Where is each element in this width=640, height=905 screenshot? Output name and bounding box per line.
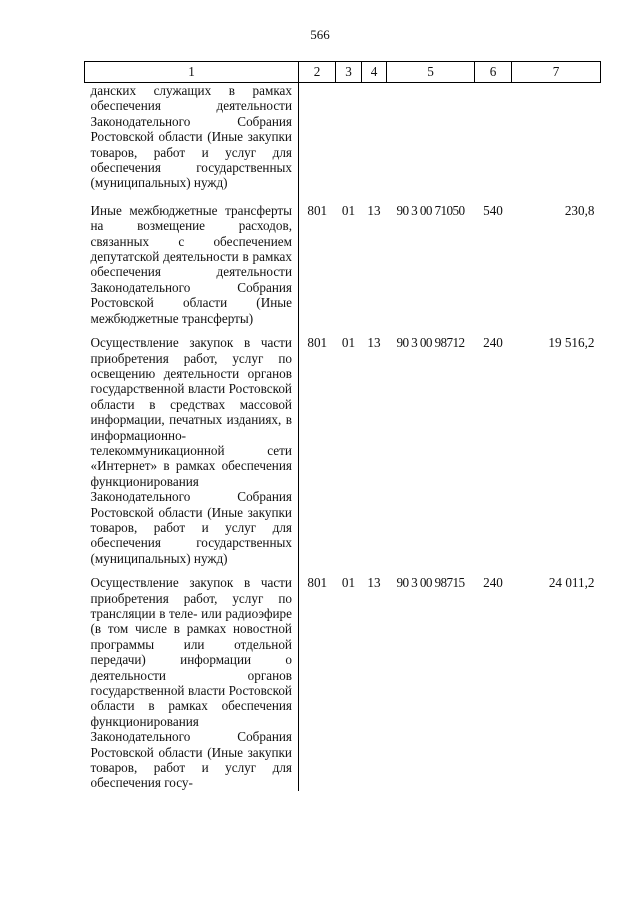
- row-vr: 540: [483, 202, 503, 218]
- row-csr: [387, 83, 475, 203]
- table-row: [85, 335, 601, 575]
- row-ved: 801: [307, 575, 328, 591]
- table-body: [85, 83, 601, 791]
- row-description: Осуществление закупок в части приобретения работ, услуг по освещению деятельности органов государственной власти Ростовской области в средствах массовой информации, печатных изданиях, в информационно-телекоммуникационной сети «Интернет» в рамках обеспечения функционирования Законодательного Собрания Ростовской области (Иные закупки товаров, работ и услуг для обеспечения государственных (муниципальных) нужд): [85, 335, 299, 575]
- row-rz: [336, 83, 362, 203]
- row-ved: 801: [307, 202, 328, 218]
- row-csr: 90 3 00 98715: [396, 575, 465, 591]
- budget-table: [84, 61, 601, 791]
- row-pr: 13: [367, 335, 381, 351]
- row-rz: 01: [341, 202, 356, 218]
- header-col-2: 2: [299, 62, 336, 83]
- table-row: [85, 83, 601, 203]
- header-row: [85, 62, 601, 83]
- row-pr: 13: [367, 575, 381, 591]
- row-sum: 24 011,2: [548, 575, 595, 591]
- row-pr: 13: [367, 202, 381, 218]
- header-col-4: 4: [362, 62, 387, 83]
- row-pr: [362, 83, 387, 203]
- table-row: [85, 203, 601, 335]
- header-col-1: 1: [85, 62, 299, 83]
- row-rz: 01: [341, 575, 356, 591]
- table-header: [85, 62, 601, 83]
- row-ved: 801: [307, 335, 328, 351]
- header-col-7: 7: [512, 62, 601, 83]
- row-sum: [512, 83, 601, 203]
- row-rz: 01: [341, 335, 356, 351]
- row-sum: 19 516,2: [548, 335, 595, 351]
- header-col-5: 5: [387, 62, 475, 83]
- row-description: данских служащих в рамках обеспечения деятельности Законодательного Собрания Ростовской области (Иные закупки товаров, работ и услуг для обеспечения государственных (муниципальных) нужд): [85, 83, 299, 203]
- row-ved: [299, 83, 336, 203]
- row-sum: 230,8: [564, 202, 595, 218]
- row-description: Осуществление закупок в части приобретения работ, услуг по трансляции в теле- или радиоэфире (в том числе в рамках новостной программы или отдельной передачи) информации о деятельности органов государственной власти Ростовской области в рамках обеспечения функционирования Законодательного Собрания Ростовской области (Иные закупки товаров, работ и услуг для обеспечения госу-: [85, 575, 299, 791]
- page-number: 566: [310, 27, 330, 42]
- row-vr: 240: [483, 575, 503, 591]
- header-col-3: 3: [336, 62, 362, 83]
- row-csr: 90 3 00 71050: [396, 202, 465, 218]
- row-vr: 240: [483, 335, 503, 351]
- row-description: Иные межбюджетные трансферты на возмещение расходов, связанных с обеспечением депутатской деятельности в рамках обеспечения деятельности Законодательного Собрания Ростовской области (Иные межбюджетные трансферты): [85, 203, 299, 335]
- row-csr: 90 3 00 98712: [396, 335, 465, 351]
- header-col-6: 6: [475, 62, 512, 83]
- table-row: [85, 575, 601, 791]
- row-vr: [475, 83, 512, 203]
